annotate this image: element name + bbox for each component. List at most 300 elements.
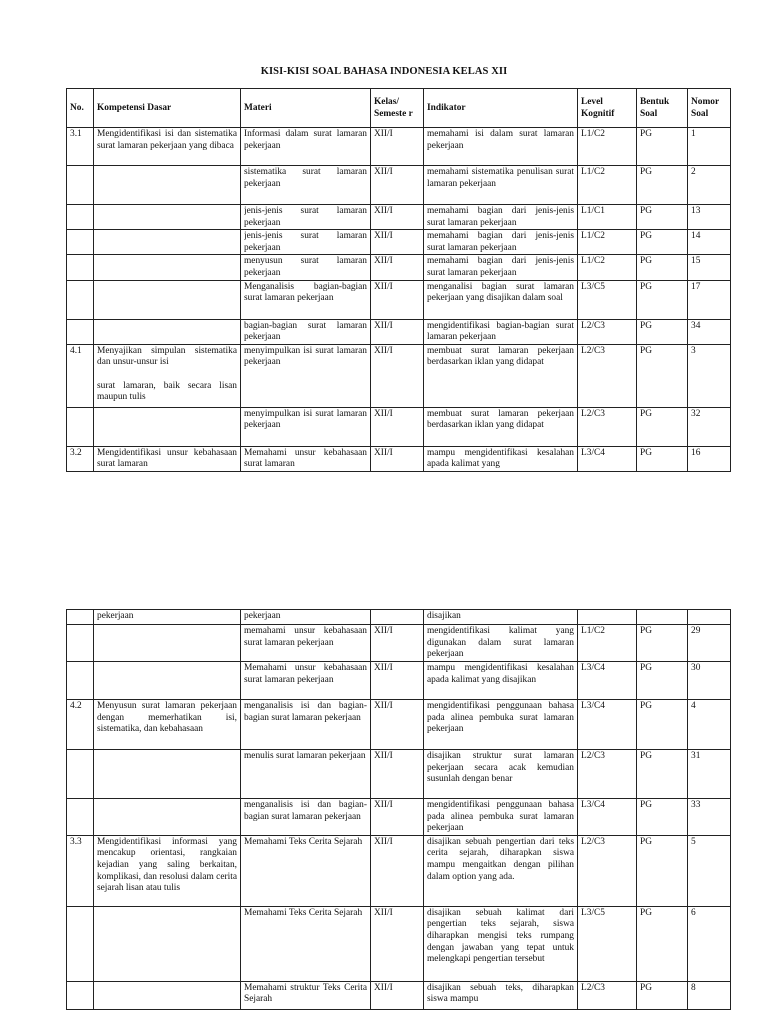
nomor-soal-cell <box>688 128 731 166</box>
bentuk-soal-cell <box>637 128 688 166</box>
level-kognitif-cell <box>578 750 637 799</box>
kelas-semester-text: XII/I <box>374 701 393 711</box>
no-cell <box>67 799 94 836</box>
kompetensi-dasar-text: Mengidentifikasi informasi yang mencakup orientasi, rangkaian kejadian yang saling berkaitan, komplikasi, dan resolusi dalam cerita sejarah lisan atau tulis <box>97 836 237 894</box>
kompetensi-dasar-cell <box>94 446 241 471</box>
kelas-semester-text: XII/I <box>374 836 393 847</box>
indikator-cell <box>424 799 578 836</box>
level-kognitif-text: L1/C2 <box>581 256 605 267</box>
nomor-soal-text: 13 <box>691 206 701 216</box>
level-kognitif-text: L1/C2 <box>581 626 605 636</box>
kompetensi-dasar-cell <box>94 835 241 906</box>
level-kognitif-text: L1/C2 <box>581 129 605 139</box>
indikator-cell <box>424 662 578 700</box>
nomor-soal-text: 5 <box>691 836 696 847</box>
kelas-semester-text: XII/I <box>374 626 393 636</box>
bentuk-soal-cell <box>637 700 688 750</box>
kelas-semester-text: XII/I <box>374 320 393 331</box>
level-kognitif-cell <box>578 407 637 446</box>
level-kognitif-cell <box>578 700 637 750</box>
bentuk-soal-cell <box>637 446 688 471</box>
kompetensi-dasar-cell <box>94 981 241 1009</box>
kelas-semester-text: XII/I <box>374 281 393 292</box>
header-level-kognitif: Level Kognitif <box>578 89 637 128</box>
materi-text: pekerjaan <box>244 611 281 621</box>
level-kognitif-cell <box>578 280 637 319</box>
nomor-soal-text: 4 <box>691 701 696 711</box>
nomor-soal-cell <box>688 205 731 230</box>
table-row <box>67 446 731 471</box>
nomor-soal-text: 14 <box>691 231 701 242</box>
bentuk-soal-cell <box>637 166 688 205</box>
materi-cell <box>241 835 371 906</box>
kompetensi-dasar-cell <box>94 750 241 799</box>
indikator-cell <box>424 344 578 407</box>
nomor-soal-text: 1 <box>691 129 696 139</box>
nomor-soal-text: 30 <box>691 663 701 673</box>
kelas-semester-cell <box>371 662 424 700</box>
indikator-cell <box>424 625 578 662</box>
no-cell <box>67 128 94 166</box>
table-row <box>67 230 731 255</box>
kelas-semester-cell <box>371 407 424 446</box>
nomor-soal-cell <box>688 610 731 625</box>
header-no: No. <box>67 89 94 128</box>
indikator-cell <box>424 835 578 906</box>
level-kognitif-text: L2/C3 <box>581 836 605 847</box>
nomor-soal-cell <box>688 407 731 446</box>
level-kognitif-cell <box>578 255 637 280</box>
indikator-text: disajikan sebuah teks, diharapkan siswa mampu <box>427 982 574 1005</box>
kompetensi-dasar-cell <box>94 610 241 625</box>
bentuk-soal-text: PG <box>640 256 652 267</box>
kelas-semester-text: XII/I <box>374 167 393 177</box>
kelas-semester-text: XII/I <box>374 907 393 918</box>
kompetensi-dasar-cell <box>94 662 241 700</box>
materi-cell <box>241 344 371 407</box>
materi-text: Informasi dalam surat lamaran pekerjaan <box>244 129 367 151</box>
level-kognitif-cell <box>578 205 637 230</box>
no-cell <box>67 446 94 471</box>
bentuk-soal-text: PG <box>640 982 652 993</box>
kelas-semester-cell <box>371 750 424 799</box>
bentuk-soal-cell <box>637 205 688 230</box>
no-cell <box>67 230 94 255</box>
indikator-cell <box>424 700 578 750</box>
materi-text: jenis-jenis surat lamaran pekerjaan <box>244 231 367 253</box>
bentuk-soal-cell <box>637 981 688 1009</box>
bentuk-soal-cell <box>637 255 688 280</box>
kompetensi-dasar-cell <box>94 280 241 319</box>
indikator-text: memahami bagian dari jenis-jenis surat lamaran pekerjaan <box>427 206 574 228</box>
nomor-soal-text: 31 <box>691 751 701 761</box>
no-text: 3.1 <box>70 129 82 139</box>
no-cell <box>67 625 94 662</box>
no-text: 3.3 <box>70 836 82 847</box>
kelas-semester-cell <box>371 446 424 471</box>
nomor-soal-text: 32 <box>691 408 701 419</box>
level-kognitif-cell <box>578 319 637 344</box>
no-cell <box>67 280 94 319</box>
bentuk-soal-text: PG <box>640 907 652 918</box>
level-kognitif-cell <box>578 166 637 205</box>
no-cell <box>67 906 94 981</box>
no-text: 3.2 <box>70 447 82 458</box>
indikator-cell <box>424 166 578 205</box>
materi-cell <box>241 799 371 836</box>
nomor-soal-cell <box>688 906 731 981</box>
level-kognitif-cell <box>578 625 637 662</box>
no-text: 4.1 <box>70 345 82 356</box>
bentuk-soal-cell <box>637 230 688 255</box>
indikator-text: mengidentifikasi bagian-bagian surat lamaran pekerjaan <box>427 320 574 343</box>
materi-text: menulis surat lamaran pekerjaan <box>244 751 366 761</box>
indikator-text: memahami bagian dari jenis-jenis surat lamaran pekerjaan <box>427 256 574 278</box>
materi-cell <box>241 280 371 319</box>
kelas-semester-text: XII/I <box>374 751 393 761</box>
level-kognitif-cell <box>578 835 637 906</box>
header-kompetensi-dasar: Kompetensi Dasar <box>94 89 241 128</box>
indikator-text: mampu mengidentifikasi kesalahan apada kalimat yang <box>427 447 574 470</box>
bentuk-soal-text: PG <box>640 836 652 847</box>
level-kognitif-text: L3/C4 <box>581 800 605 810</box>
kompetensi-dasar-text: Menyusun surat lamaran pekerjaan dengan memerhatikan isi, sistematika, dan kebahasaan <box>97 701 237 735</box>
header-bentuk-soal: Bentuk Soal <box>637 89 688 128</box>
kelas-semester-text: XII/I <box>374 129 393 139</box>
indikator-cell <box>424 407 578 446</box>
materi-cell <box>241 255 371 280</box>
kelas-semester-cell <box>371 280 424 319</box>
bentuk-soal-text: PG <box>640 281 652 292</box>
materi-text: memahami unsur kebahasaan surat lamaran pekerjaan <box>244 626 367 648</box>
level-kognitif-cell <box>578 906 637 981</box>
level-kognitif-cell <box>578 981 637 1009</box>
nomor-soal-cell <box>688 446 731 471</box>
bentuk-soal-text: PG <box>640 408 652 419</box>
materi-cell <box>241 906 371 981</box>
indikator-cell <box>424 205 578 230</box>
kompetensi-dasar-cell <box>94 166 241 205</box>
materi-cell <box>241 319 371 344</box>
nomor-soal-cell <box>688 319 731 344</box>
header-nomor-soal: Nomor Soal <box>688 89 731 128</box>
materi-cell <box>241 700 371 750</box>
table-row <box>67 319 731 344</box>
nomor-soal-text: 29 <box>691 626 701 636</box>
materi-text: menyimpulkan isi surat lamaran pekerjaan <box>244 408 367 431</box>
materi-text: sistematika surat lamaran pekerjaan <box>244 167 367 189</box>
bentuk-soal-text: PG <box>640 447 652 458</box>
kompetensi-dasar-text: Menyajikan simpulan sistematika dan unsur-unsur isi surat lamaran, baik secara lisan maupun tulis <box>97 345 237 403</box>
table-row <box>67 625 731 662</box>
materi-text: Memahami Teks Cerita Sejarah <box>244 907 363 918</box>
level-kognitif-text: L3/C5 <box>581 907 605 918</box>
kelas-semester-text: XII/I <box>374 256 393 267</box>
kelas-semester-cell <box>371 799 424 836</box>
level-kognitif-text: L2/C3 <box>581 345 605 356</box>
indikator-text: mengidentifikasi penggunaan bahasa pada alinea pembuka surat lamaran pekerjaan <box>427 800 574 834</box>
no-cell <box>67 344 94 407</box>
kelas-semester-cell <box>371 344 424 407</box>
indikator-text: memahami bagian dari jenis-jenis surat lamaran pekerjaan <box>427 231 574 253</box>
level-kognitif-cell <box>578 128 637 166</box>
bentuk-soal-cell <box>637 799 688 836</box>
bentuk-soal-text: PG <box>640 320 652 331</box>
no-cell <box>67 610 94 625</box>
kisi-kisi-table-page-2 <box>66 609 731 1010</box>
level-kognitif-text: L1/C2 <box>581 231 605 242</box>
indikator-cell <box>424 255 578 280</box>
indikator-text: membuat surat lamaran pekerjaan berdasarkan iklan yang didapat <box>427 345 574 368</box>
kelas-semester-text: XII/I <box>374 982 393 993</box>
no-cell <box>67 835 94 906</box>
bentuk-soal-text: PG <box>640 345 652 356</box>
table-row <box>67 407 731 446</box>
materi-cell <box>241 407 371 446</box>
kompetensi-dasar-cell <box>94 407 241 446</box>
materi-cell <box>241 446 371 471</box>
nomor-soal-text: 3 <box>691 345 696 356</box>
kelas-semester-text: XII/I <box>374 408 393 419</box>
indikator-cell <box>424 906 578 981</box>
level-kognitif-text: L2/C3 <box>581 751 605 761</box>
no-cell <box>67 981 94 1009</box>
table-row <box>67 205 731 230</box>
indikator-cell <box>424 280 578 319</box>
indikator-cell <box>424 319 578 344</box>
materi-text: Menganalisis bagian-bagian surat lamaran pekerjaan <box>244 281 367 304</box>
kelas-semester-text: XII/I <box>374 663 393 673</box>
nomor-soal-text: 17 <box>691 281 701 292</box>
indikator-text: menganalisi bagian surat lamaran pekerjaan yang disajikan dalam soal <box>427 281 574 304</box>
level-kognitif-text: L1/C1 <box>581 206 605 216</box>
indikator-cell <box>424 610 578 625</box>
indikator-text: memahami sistematika penulisan surat lamaran pekerjaan <box>427 167 574 189</box>
level-kognitif-text: L3/C4 <box>581 447 605 458</box>
nomor-soal-cell <box>688 662 731 700</box>
kompetensi-dasar-text: Mengidentifikasi isi dan sistematika surat lamaran pekerjaan yang dibaca <box>97 129 237 151</box>
level-kognitif-cell <box>578 446 637 471</box>
nomor-soal-text: 15 <box>691 256 701 267</box>
no-cell <box>67 166 94 205</box>
indikator-text: disajikan <box>427 611 461 621</box>
indikator-text: membuat surat lamaran pekerjaan berdasarkan iklan yang didapat <box>427 408 574 431</box>
level-kognitif-text: L3/C4 <box>581 701 605 711</box>
level-kognitif-text: L2/C3 <box>581 408 605 419</box>
indikator-cell <box>424 446 578 471</box>
kompetensi-dasar-cell <box>94 255 241 280</box>
kompetensi-dasar-cell <box>94 319 241 344</box>
table-row <box>67 128 731 166</box>
indikator-text: memahami isi dalam surat lamaran pekerjaan <box>427 129 574 151</box>
indikator-text: disajikan sebuah pengertian dari teks cerita sejarah, diharapkan siswa mampu mengaitkan dengan pilihan dalam option yang ada. <box>427 836 574 882</box>
kelas-semester-cell <box>371 255 424 280</box>
level-kognitif-text: L2/C3 <box>581 320 605 331</box>
kompetensi-dasar-cell <box>94 205 241 230</box>
bentuk-soal-cell <box>637 280 688 319</box>
indikator-cell <box>424 230 578 255</box>
nomor-soal-cell <box>688 750 731 799</box>
nomor-soal-text: 33 <box>691 800 701 810</box>
materi-cell <box>241 166 371 205</box>
kompetensi-dasar-cell <box>94 700 241 750</box>
nomor-soal-text: 6 <box>691 907 696 918</box>
materi-text: Memahami unsur kebahasaan surat lamaran pekerjaan <box>244 663 367 685</box>
table-row <box>67 255 731 280</box>
indikator-text: mampu mengidentifikasi kesalahan apada kalimat yang disajikan <box>427 663 574 685</box>
no-cell <box>67 319 94 344</box>
bentuk-soal-cell <box>637 835 688 906</box>
table-row <box>67 166 731 205</box>
nomor-soal-cell <box>688 700 731 750</box>
nomor-soal-cell <box>688 255 731 280</box>
header-kelas-semester: Kelas/ Semeste r <box>371 89 424 128</box>
kelas-semester-cell <box>371 230 424 255</box>
bentuk-soal-cell <box>637 625 688 662</box>
indikator-text: mengidentifikasi penggunaan bahasa pada alinea pembuka surat lamaran pekerjaan <box>427 701 574 735</box>
kelas-semester-text: XII/I <box>374 231 393 242</box>
table-row <box>67 280 731 319</box>
kompetensi-dasar-cell <box>94 799 241 836</box>
no-cell <box>67 255 94 280</box>
nomor-soal-text: 34 <box>691 320 701 331</box>
indikator-cell <box>424 981 578 1009</box>
table-row <box>67 344 731 407</box>
kelas-semester-cell <box>371 610 424 625</box>
header-materi: Materi <box>241 89 371 128</box>
bentuk-soal-cell <box>637 750 688 799</box>
level-kognitif-text: L2/C3 <box>581 982 605 993</box>
nomor-soal-cell <box>688 166 731 205</box>
kelas-semester-cell <box>371 835 424 906</box>
kisi-kisi-table-page-1 <box>66 88 731 472</box>
bentuk-soal-text: PG <box>640 167 652 177</box>
kompetensi-dasar-text: pekerjaan <box>97 611 134 621</box>
table-body-2 <box>67 610 731 1010</box>
kelas-semester-cell <box>371 319 424 344</box>
materi-cell <box>241 750 371 799</box>
level-kognitif-text: L3/C4 <box>581 663 605 673</box>
bentuk-soal-cell <box>637 407 688 446</box>
materi-text: menganalisis isi dan bagian-bagian surat lamaran pekerjaan <box>244 701 367 723</box>
level-kognitif-text: L1/C2 <box>581 167 605 177</box>
indikator-text: disajikan struktur surat lamaran pekerjaan secara acak kemudian susunlah dengan benar <box>427 751 574 785</box>
kelas-semester-cell <box>371 625 424 662</box>
materi-text: Memahami struktur Teks Cerita Sejarah <box>244 982 367 1005</box>
indikator-text: mengidentifikasi kalimat yang digunakan dalam surat lamaran pekerjaan <box>427 626 574 660</box>
kompetensi-dasar-cell <box>94 128 241 166</box>
indikator-text: disajikan sebuah kalimat dari pengertian teks sejarah, siswa diharapkan mengisi teks rumpang dengan jawaban yang tepat untuk melengkapi pengertian tersebut <box>427 907 574 965</box>
materi-text: Memahami unsur kebahasaan surat lamaran <box>244 447 367 470</box>
nomor-soal-cell <box>688 835 731 906</box>
kelas-semester-cell <box>371 128 424 166</box>
no-cell <box>67 750 94 799</box>
level-kognitif-cell <box>578 799 637 836</box>
no-cell <box>67 407 94 446</box>
indikator-cell <box>424 750 578 799</box>
table-row <box>67 750 731 799</box>
nomor-soal-cell <box>688 625 731 662</box>
bentuk-soal-cell <box>637 610 688 625</box>
table-row <box>67 610 731 625</box>
materi-cell <box>241 205 371 230</box>
table-row <box>67 662 731 700</box>
bentuk-soal-cell <box>637 319 688 344</box>
level-kognitif-text: L3/C5 <box>581 281 605 292</box>
materi-text: menyusun surat lamaran pekerjaan <box>244 256 367 278</box>
materi-cell <box>241 981 371 1009</box>
materi-text: bagian-bagian surat lamaran pekerjaan <box>244 320 367 343</box>
page-title: KISI-KISI SOAL BAHASA INDONESIA KELAS XII <box>260 66 508 77</box>
table-row <box>67 981 731 1009</box>
nomor-soal-cell <box>688 344 731 407</box>
kelas-semester-text: XII/I <box>374 206 393 216</box>
kelas-semester-cell <box>371 700 424 750</box>
materi-cell <box>241 610 371 625</box>
no-cell <box>67 205 94 230</box>
bentuk-soal-text: PG <box>640 206 652 216</box>
kompetensi-dasar-cell <box>94 230 241 255</box>
kelas-semester-text: XII/I <box>374 800 393 810</box>
kelas-semester-cell <box>371 981 424 1009</box>
bentuk-soal-text: PG <box>640 129 652 139</box>
bentuk-soal-text: PG <box>640 626 652 636</box>
kelas-semester-cell <box>371 166 424 205</box>
bentuk-soal-cell <box>637 906 688 981</box>
bentuk-soal-text: PG <box>640 231 652 242</box>
level-kognitif-cell <box>578 230 637 255</box>
kompetensi-dasar-text: Mengidentifikasi unsur kebahasaan surat lamaran <box>97 447 237 470</box>
materi-cell <box>241 230 371 255</box>
kelas-semester-text: XII/I <box>374 447 393 458</box>
bentuk-soal-text: PG <box>640 800 652 810</box>
nomor-soal-cell <box>688 280 731 319</box>
level-kognitif-cell <box>578 662 637 700</box>
materi-text: menganalisis isi dan bagian-bagian surat lamaran pekerjaan <box>244 800 367 822</box>
table-row <box>67 700 731 750</box>
kelas-semester-cell <box>371 906 424 981</box>
nomor-soal-text: 16 <box>691 447 701 458</box>
level-kognitif-cell <box>578 610 637 625</box>
materi-text: Memahami Teks Cerita Sejarah <box>244 836 363 847</box>
kompetensi-dasar-cell <box>94 906 241 981</box>
kelas-semester-text: XII/I <box>374 345 393 356</box>
table-body-1 <box>67 128 731 472</box>
header-indikator: Indikator <box>424 89 578 128</box>
level-kognitif-cell <box>578 344 637 407</box>
materi-cell <box>241 128 371 166</box>
no-text: 4.2 <box>70 701 82 711</box>
nomor-soal-cell <box>688 799 731 836</box>
nomor-soal-cell <box>688 981 731 1009</box>
bentuk-soal-text: PG <box>640 701 652 711</box>
bentuk-soal-cell <box>637 344 688 407</box>
table-row <box>67 799 731 836</box>
nomor-soal-text: 2 <box>691 167 696 177</box>
nomor-soal-cell <box>688 230 731 255</box>
table-header-row <box>67 89 731 128</box>
no-cell <box>67 662 94 700</box>
kelas-semester-cell <box>371 205 424 230</box>
bentuk-soal-text: PG <box>640 751 652 761</box>
materi-cell <box>241 625 371 662</box>
kompetensi-dasar-cell <box>94 625 241 662</box>
bentuk-soal-cell <box>637 662 688 700</box>
table-row <box>67 835 731 906</box>
materi-text: menyimpulkan isi surat lamaran pekerjaan <box>244 345 367 368</box>
bentuk-soal-text: PG <box>640 663 652 673</box>
materi-cell <box>241 662 371 700</box>
